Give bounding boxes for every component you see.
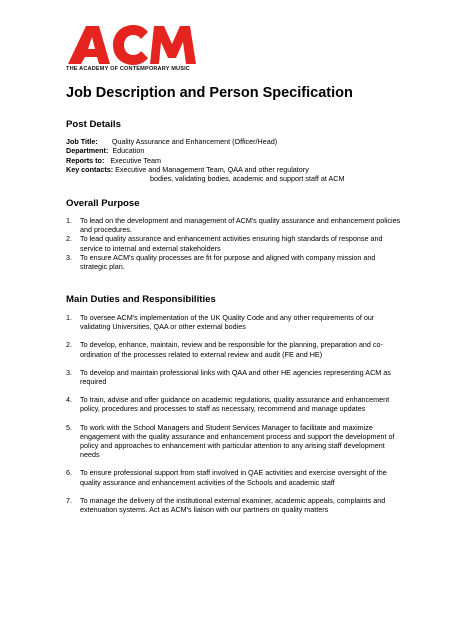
reports-to-row xyxy=(66,156,426,165)
reports-to-value: Executive Team xyxy=(110,155,161,165)
main-duties-list xyxy=(66,313,402,514)
list-item xyxy=(66,234,402,252)
item-text: To lead quality assurance and enhancement activities ensuring high standards of response and service to internal and external stakeholders xyxy=(80,234,383,253)
overall-purpose-list xyxy=(66,216,402,271)
item-number: 6. xyxy=(66,468,72,478)
item-number: 1. xyxy=(66,313,72,322)
list-item xyxy=(66,216,402,234)
key-contacts-value: Executive and Management Team, QAA and other regulatory xyxy=(115,164,309,174)
list-item xyxy=(66,395,402,413)
main-duties-heading: Main Duties and Responsibilities xyxy=(66,294,216,305)
job-title-value: Quality Assurance and Enhancement (Officer/Head) xyxy=(111,137,278,146)
department-row xyxy=(66,146,426,155)
item-number: 3. xyxy=(66,252,72,262)
post-details xyxy=(66,137,426,183)
department-value: Education xyxy=(112,146,145,156)
job-title-label: Job Title: xyxy=(66,137,98,146)
item-text: To develop, enhance, maintain, review and be responsible for the planning, preparation and co-ordination of the processes related to external review and audit (FE and HE) xyxy=(80,340,383,359)
department-label: Department: xyxy=(66,146,109,156)
list-item xyxy=(66,253,402,271)
item-number: 2. xyxy=(66,340,72,350)
item-text: To manage the delivery of the institutional external examiner, academic appeals, complaints and extenuation systems. Act as ACM's liaison with our partners on quality matters xyxy=(80,495,386,515)
item-text: To oversee ACM's implementation of the UK Quality Code and any other requirements of our validating Universities, QAA or other external bodies xyxy=(80,313,375,332)
list-item xyxy=(66,496,402,514)
item-text: To ensure ACM's quality processes are fit for purpose and aligned with company mission and strategic plan. xyxy=(80,252,376,272)
item-number: 1. xyxy=(66,216,72,225)
job-title-row xyxy=(66,137,426,146)
list-item xyxy=(66,340,402,358)
key-contacts-continued: bodies, validating bodies, academic and support staff at ACM xyxy=(150,174,345,184)
item-number: 3. xyxy=(66,367,72,377)
key-contacts-label: Key contacts: xyxy=(66,164,114,174)
item-number: 2. xyxy=(66,234,72,244)
key-contacts-row xyxy=(66,165,426,174)
page-title: Job Description and Person Specification xyxy=(66,85,353,101)
list-item xyxy=(66,313,402,331)
acm-logo-mark xyxy=(66,22,206,66)
item-text: To lead on the development and management of ACM's quality assurance and enhancement policies and procedures. xyxy=(80,216,401,235)
list-item xyxy=(66,468,402,486)
list-item xyxy=(66,368,402,386)
item-text: To train, advise and offer guidance on academic regulations, quality assurance and enhancement policy, procedures and processes to staff as necessary, recommend and manage updates xyxy=(80,395,390,414)
item-text: To ensure professional support from staff involved in QAE activities and exercise oversight of the quality assurance and enhancement activities of the Schools and academic staff xyxy=(80,468,387,487)
post-details-heading: Post Details xyxy=(66,119,121,130)
item-number: 4. xyxy=(66,395,72,405)
item-number: 5. xyxy=(66,422,72,432)
overall-purpose-heading: Overall Purpose xyxy=(66,198,140,209)
item-number: 7. xyxy=(66,495,72,505)
reports-to-label: Reports to: xyxy=(66,155,105,165)
list-item xyxy=(66,423,402,460)
item-text: To develop and maintain professional links with QAA and other HE agencies representing ACM as required xyxy=(80,367,391,387)
item-text: To work with the School Managers and Student Services Manager to facilitate and maximize engagement with the quality assurance and enhancement process and support the development of policy and approaches to enhancement with particular attention to any arising staff development needs xyxy=(80,422,395,460)
logo-tagline: THE ACADEMY OF CONTEMPORARY MUSIC xyxy=(66,66,190,72)
acm-logo xyxy=(66,22,216,82)
